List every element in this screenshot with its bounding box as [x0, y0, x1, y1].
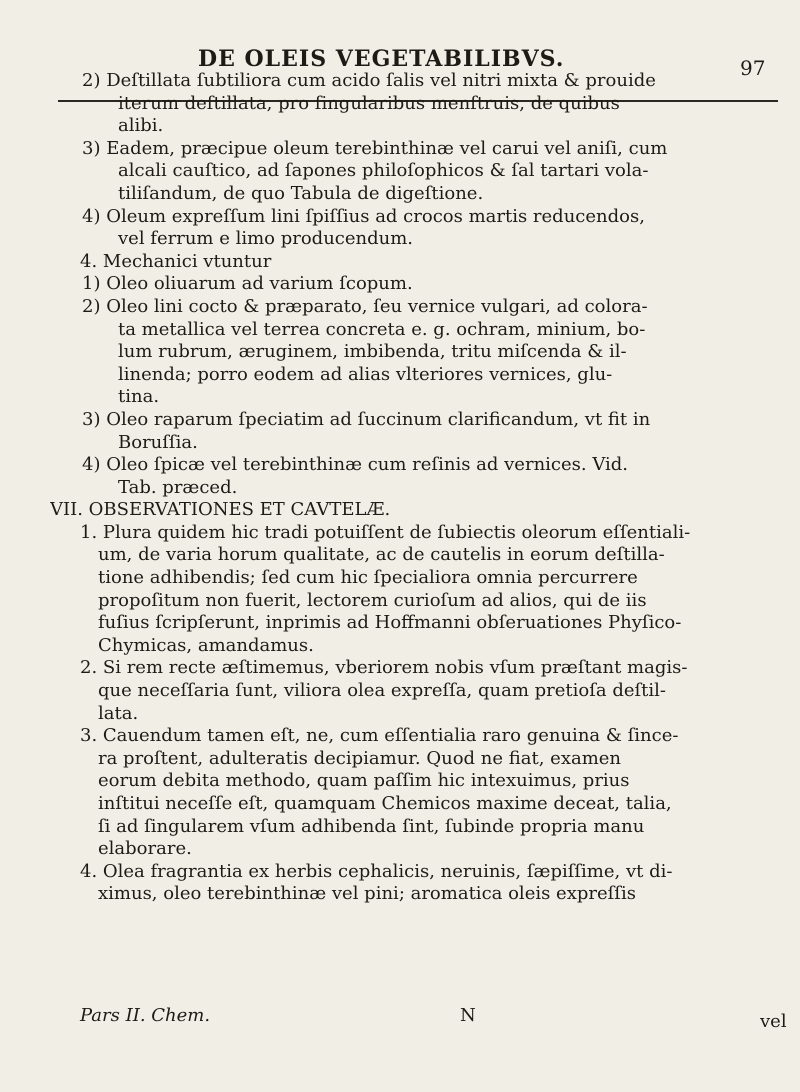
text-line: Chymicas, amandamus.: [98, 634, 314, 656]
text-line: lum rubrum, æruginem, imbibenda, tritu miſcenda & il-: [118, 341, 627, 363]
text-line: 4) Oleo ſpicæ vel terebinthinæ cum reſinis ad vernices. Vid.: [82, 454, 629, 476]
text-line: 1. Plura quidem hic tradi potuiſſent de ſubiectis oleorum eſſentiali-: [80, 521, 691, 543]
text-line: ra proſtent, adulteratis decipiamur. Quod ne fiat, examen: [98, 747, 622, 769]
text-line: 3. Cauendum tamen eſt, ne, cum eſſentialia raro genuina & ſince-: [80, 725, 679, 747]
text-line: ta metallica vel terrea concreta e. g. ochram, minium, bo-: [118, 318, 646, 340]
text-line: elaborare.: [98, 838, 192, 860]
text-line: 4. Olea fragrantia ex herbis cephalicis, neruinis, ſæpiſſime, vt di-: [80, 860, 673, 882]
text-line: um, de varia horum qualitate, ac de cautelis in eorum deſtilla-: [98, 544, 665, 566]
catchword: vel: [760, 1011, 787, 1032]
text-line: tione adhibendis; ſed cum hic ſpecialiora omnia percurrere: [98, 567, 638, 589]
signature-mark: N: [460, 1005, 476, 1026]
text-line: 3) Oleo raparum ſpeciatim ad ſuccinum clarificandum, vt fit in: [82, 408, 651, 430]
text-line: eorum debita methodo, quam paſſim hic intexuimus, prius: [98, 770, 630, 792]
running-title: DE OLEIS VEGETABILIBVS.: [198, 46, 565, 72]
text-line: 3) Eadem, præcipue oleum terebinthinæ vel carui vel aniſi, cum: [82, 137, 668, 159]
text-line: alibi.: [118, 115, 164, 137]
text-line: lata.: [98, 702, 139, 724]
text-line: alcali cauſtico, ad ſapones philoſophicos & ſal tartari vola-: [118, 160, 649, 182]
text-line: ſi ad ſingularem vſum adhibenda ſint, ſubinde propria manu: [98, 815, 645, 837]
text-line: vel ferrum e limo producendum.: [118, 228, 414, 250]
part-label: Pars II. Chem.: [80, 1005, 211, 1026]
text-line: 2) Deſtillata ſubtiliora cum acido ſalis vel nitri mixta & prouide: [82, 70, 656, 91]
text-line: que neceſſaria ſunt, viliora olea expreſſa, quam pretioſa deſtil-: [98, 680, 667, 702]
text-line: Boruſſia.: [118, 431, 198, 453]
page-footer: [80, 1005, 787, 1032]
text-line: ximus, oleo terebinthinæ vel pini; aromatica oleis expreſſis: [98, 883, 636, 905]
text-line: VII. OBSERVATIONES ET CAVTELÆ.: [50, 499, 391, 521]
text-line: inſtitui neceſſe eſt, quamquam Chemicos maxime deceat, talia,: [98, 793, 672, 814]
text-line: 2. Si rem recte æſtimemus, vberiorem nobis vſum præſtant magis-: [80, 657, 688, 679]
text-line: propoſitum non fuerit, lectorem curioſum ad alios, qui de iis: [98, 589, 647, 611]
text-line: tina.: [118, 386, 160, 408]
text-line: 4) Oleum expreſſum lini ſpiſſius ad crocos martis reducendos,: [82, 205, 645, 227]
page-number: 97: [740, 56, 766, 80]
text-line: iterum deſtillata, pro ſingularibus menſtruis, de quibus: [118, 92, 620, 114]
text-line: fuſius ſcripſerunt, inprimis ad Hoffmanni obſeruationes Phyſico-: [98, 612, 682, 634]
text-line: 1) Oleo oliuarum ad varium ſcopum.: [82, 273, 413, 295]
text-line: tiliſandum, de quo Tabula de digeſtione.: [118, 182, 484, 204]
text-line: 2) Oleo lini cocto & præparato, ſeu vernice vulgari, ad colora-: [82, 295, 648, 317]
text-line: 4. Mechanici vtuntur: [80, 250, 272, 272]
text-line: linenda; porro eodem ad alias vlteriores vernices, glu-: [118, 363, 613, 385]
text-line: Tab. præced.: [118, 476, 238, 498]
body-text: [50, 70, 790, 906]
